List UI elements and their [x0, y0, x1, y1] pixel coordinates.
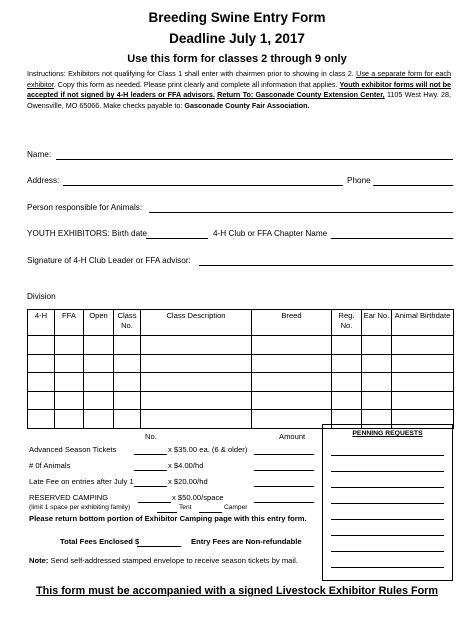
- penning-request-line[interactable]: [331, 487, 444, 488]
- animals-no-field[interactable]: [134, 470, 167, 471]
- instr-address: 1105 West Hwy. 28, Owensville, MO 65066. Make checks payable to:: [27, 90, 452, 110]
- col-breed: Breed: [252, 310, 332, 336]
- table-cell[interactable]: [141, 391, 252, 410]
- table-cell[interactable]: [392, 354, 454, 373]
- camping-no-field[interactable]: [138, 502, 171, 503]
- penning-request-line[interactable]: [331, 519, 444, 520]
- name-field[interactable]: [56, 159, 453, 160]
- table-cell[interactable]: [84, 391, 114, 410]
- camper-label: Camper: [224, 504, 248, 511]
- penning-request-line[interactable]: [331, 503, 444, 504]
- instr-payable: Gasconade County Fair Association.: [184, 100, 310, 110]
- table-cell[interactable]: [252, 410, 332, 429]
- late-fee-label: Late Fee on entries after July 1: [29, 477, 134, 486]
- instructions-paragraph: [27, 69, 451, 111]
- col-ear-no: Ear No.: [362, 310, 392, 336]
- address-label: Address:: [27, 176, 60, 185]
- advanced-tickets-label: Advanced Season Tickets: [29, 445, 117, 454]
- instr-part-3: . Copy this form as needed. Please print clearly and complete all information that applies.: [53, 79, 340, 89]
- name-label: Name:: [27, 150, 52, 159]
- table-cell[interactable]: [55, 391, 84, 410]
- note-text: Send self-addressed stamped envelope to receive season tickets by mail.: [48, 556, 298, 565]
- table-cell[interactable]: [332, 391, 362, 410]
- tent-label: Tent: [179, 504, 192, 511]
- responsible-label: Person responsible for Animals:: [27, 203, 143, 212]
- advanced-tickets-price: x $35.00 ea. (6 & older): [168, 445, 248, 454]
- col-class-description: Class Description: [141, 310, 252, 336]
- table-cell[interactable]: [392, 373, 454, 392]
- table-cell[interactable]: [252, 373, 332, 392]
- animals-amount-field[interactable]: [254, 470, 314, 471]
- signature-field[interactable]: [199, 265, 453, 266]
- camping-amount-field[interactable]: [254, 502, 314, 503]
- late-fee-price: x $20.00/hd: [168, 477, 208, 486]
- table-cell[interactable]: [55, 410, 84, 429]
- table-cell[interactable]: [84, 354, 114, 373]
- table-cell[interactable]: [362, 391, 392, 410]
- col-class-no: Class No.: [114, 310, 141, 336]
- table-cell[interactable]: [84, 336, 114, 355]
- table-cell[interactable]: [362, 373, 392, 392]
- fees-col-amount: Amount: [279, 432, 306, 441]
- table-cell[interactable]: [362, 336, 392, 355]
- instr-part-1: Instructions: Exhibitors not qualifying for Class 1 shall enter with chairmen prior to showing in class 2.: [27, 69, 357, 78]
- club-label: 4-H Club or FFA Chapter Name: [213, 229, 328, 238]
- table-cell[interactable]: [114, 336, 141, 355]
- non-refundable-note: Entry Fees are Non-refundable: [191, 537, 302, 546]
- advanced-tickets-amount-field[interactable]: [254, 454, 314, 455]
- table-cell[interactable]: [332, 336, 362, 355]
- table-cell[interactable]: [332, 354, 362, 373]
- table-cell[interactable]: [392, 391, 454, 410]
- signature-label: Signature of 4-H Club Leader or FFA advisor:: [27, 256, 191, 265]
- phone-label: Phone: [347, 176, 371, 185]
- mail-note: [29, 555, 323, 567]
- table-cell[interactable]: [28, 336, 55, 355]
- camping-limit-note: (limit 1 space per exhibiting family): [29, 504, 131, 511]
- advanced-tickets-no-field[interactable]: [134, 454, 167, 455]
- table-cell[interactable]: [114, 391, 141, 410]
- animals-price: x $4.00/hd: [168, 461, 204, 470]
- table-row: [28, 373, 454, 392]
- penning-requests-title: PENNING REQUESTS: [352, 430, 423, 437]
- total-fees-label: Total Fees Enclosed $: [60, 537, 140, 546]
- table-cell[interactable]: [252, 354, 332, 373]
- col-reg-no: Reg. No.: [332, 310, 362, 336]
- col-animal-birthdate: Animal Birthdate: [392, 310, 454, 336]
- camping-price: x $50.00/space: [172, 493, 224, 502]
- late-fee-no-field[interactable]: [134, 486, 167, 487]
- table-row: [28, 336, 454, 355]
- phone-field[interactable]: [373, 185, 453, 186]
- footer-notice: This form must be accompanied with a signed Livestock Exhibitor Rules Form: [36, 585, 438, 597]
- entry-table-header: [28, 310, 454, 336]
- table-cell[interactable]: [252, 391, 332, 410]
- table-cell[interactable]: [28, 373, 55, 392]
- table-cell[interactable]: [28, 410, 55, 429]
- table-cell[interactable]: [141, 336, 252, 355]
- form-subtitle: Use this form for classes 2 through 9 only: [127, 53, 347, 65]
- table-cell[interactable]: [55, 373, 84, 392]
- club-field[interactable]: [331, 238, 453, 239]
- return-camping-note: Please return bottom portion of Exhibitor Camping page with this entry form.: [29, 514, 307, 523]
- form-title: Breeding Swine Entry Form: [148, 10, 326, 25]
- table-row: [28, 354, 454, 373]
- note-label: Note:: [29, 556, 49, 565]
- penning-request-line[interactable]: [331, 535, 444, 536]
- col-open: Open: [84, 310, 114, 336]
- camping-label: RESERVED CAMPING: [29, 493, 109, 502]
- table-cell[interactable]: [114, 354, 141, 373]
- col-ffa: FFA: [55, 310, 84, 336]
- birthdate-field[interactable]: [146, 238, 208, 239]
- table-cell[interactable]: [55, 336, 84, 355]
- instr-youth-warning: Youth exhibitor forms will not be accepted if not signed by 4-H leaders or FFA advisors.: [27, 79, 451, 100]
- responsible-field[interactable]: [149, 212, 453, 213]
- animals-label: # 0f Animals: [29, 461, 71, 470]
- table-cell[interactable]: [114, 373, 141, 392]
- table-cell[interactable]: [362, 354, 392, 373]
- late-fee-amount-field[interactable]: [254, 486, 314, 487]
- table-cell[interactable]: [84, 373, 114, 392]
- instr-return-to: Return To: Gasconade County Extension Center,: [217, 90, 385, 100]
- youth-birthdate-label: YOUTH EXHIBITORS: Birth date: [27, 229, 147, 238]
- penning-request-line[interactable]: [331, 551, 444, 552]
- penning-request-line[interactable]: [331, 567, 444, 568]
- total-fees-field[interactable]: [137, 546, 181, 547]
- col-4h: 4-H: [28, 310, 55, 336]
- table-cell[interactable]: [114, 410, 141, 429]
- table-cell[interactable]: [84, 410, 114, 429]
- table-cell[interactable]: [28, 354, 55, 373]
- table-cell[interactable]: [141, 410, 252, 429]
- table-cell[interactable]: [252, 336, 332, 355]
- instr-separate-form: Use a separate form for each exhibitor: [27, 69, 451, 89]
- penning-requests-box: [322, 424, 453, 581]
- penning-request-line[interactable]: [331, 471, 444, 472]
- table-cell[interactable]: [392, 336, 454, 355]
- table-cell[interactable]: [55, 354, 84, 373]
- table-row: [28, 391, 454, 410]
- table-cell[interactable]: [141, 354, 252, 373]
- table-cell[interactable]: [28, 391, 55, 410]
- division-label: Division: [27, 292, 56, 301]
- entry-table: [27, 309, 454, 429]
- table-cell[interactable]: [141, 373, 252, 392]
- deadline-title: Deadline July 1, 2017: [169, 31, 305, 46]
- fees-col-no: No.: [145, 432, 157, 441]
- table-cell[interactable]: [332, 373, 362, 392]
- penning-request-line[interactable]: [331, 455, 444, 456]
- address-field[interactable]: [63, 185, 343, 186]
